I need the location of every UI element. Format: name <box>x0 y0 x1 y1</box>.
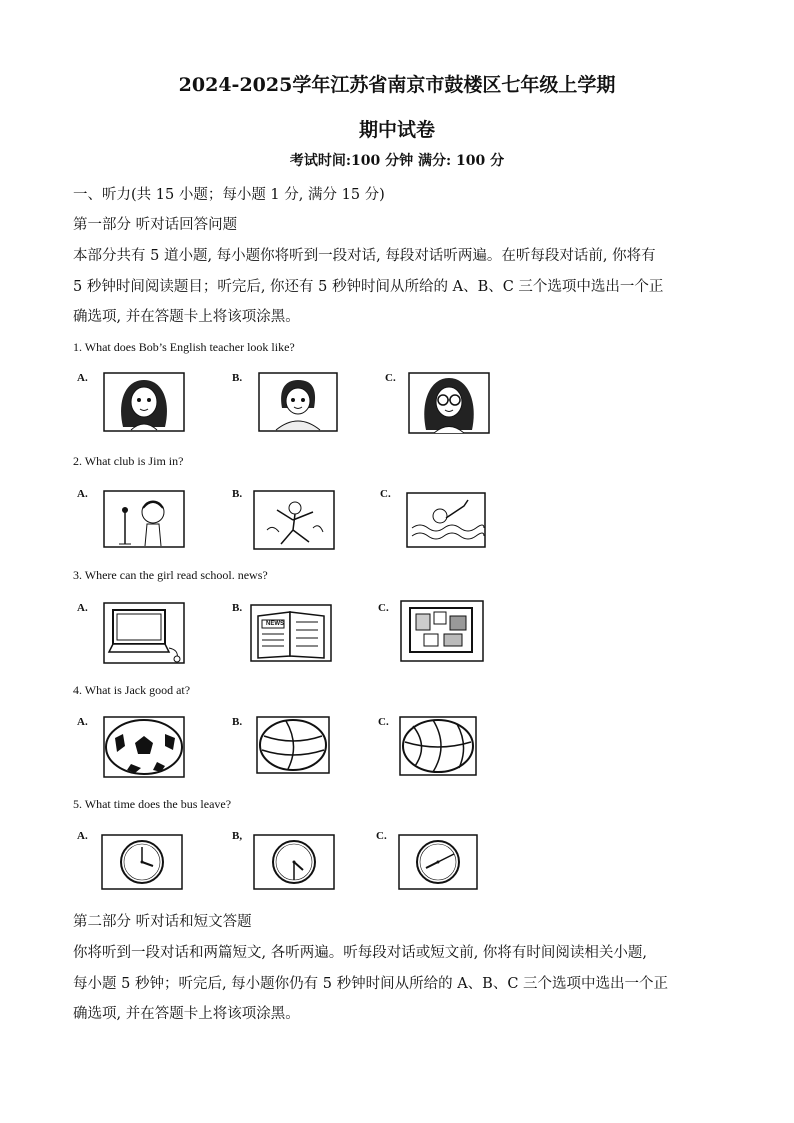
option-label-b: B. <box>232 372 243 384</box>
option-label-c: C. <box>376 830 387 842</box>
section-heading-listening: 一、听力(共 15 小题；每小题 1 分, 满分 15 分) <box>73 187 385 203</box>
part1-instruction-1: 本部分共有 5 道小题, 每小题你将听到一段对话, 每段对话听两遍。在听每段对话前, 你将有 <box>73 248 656 264</box>
part2-instruction-3: 确选项, 并在答题卡上将该项涂黑。 <box>73 1006 300 1022</box>
dancer-icon <box>253 490 335 550</box>
short-hair-woman-icon <box>258 372 338 432</box>
clock-icon <box>253 834 335 890</box>
option-label-a: A. <box>77 830 88 842</box>
basketball-icon <box>399 716 477 776</box>
option-label-c: C. <box>380 488 391 500</box>
question-4: 4. What is Jack good at? <box>73 683 191 697</box>
option-label-b: B, <box>232 830 243 842</box>
part2-title: 第二部分 听对话和短文答题 <box>73 914 252 930</box>
notice-board-icon <box>400 600 484 662</box>
volleyball-icon <box>256 716 330 774</box>
option-label-c: C. <box>385 372 396 384</box>
option-label-b: B. <box>232 602 243 614</box>
page-subtitle: 期中试卷 <box>358 119 435 141</box>
part2-instruction-2: 每小题 5 秒钟；听完后, 每小题你仍有 5 秒钟时间从所给的 A、B、C 三个选项中选出一个正 <box>73 976 669 992</box>
option-label-a: A. <box>77 716 88 728</box>
option-label-b: B. <box>232 716 243 728</box>
newspaper-news-label: NEWS <box>266 621 284 627</box>
part1-instruction-2: 5 秒钟时间阅读题目；听完后, 你还有 5 秒钟时间从所给的 A、B、C 三个选项中选出一个正 <box>73 279 664 295</box>
option-label-a: A. <box>77 488 88 500</box>
long-hair-woman-icon <box>103 372 185 432</box>
singer-microphone-icon <box>103 490 185 548</box>
question-2: 2. What club is Jim in? <box>73 454 184 468</box>
question-1: 1. What does Bob’s English teacher look like? <box>73 340 295 354</box>
glasses-woman-icon <box>408 372 490 434</box>
part1-title: 第一部分 听对话回答问题 <box>73 217 238 233</box>
part1-instruction-3: 确选项, 并在答题卡上将该项涂黑。 <box>73 309 300 325</box>
newspaper-icon <box>250 604 332 662</box>
option-label-c: C. <box>378 602 389 614</box>
option-label-a: A. <box>77 372 88 384</box>
clock-icon <box>398 834 478 890</box>
question-5: 5. What time does the bus leave? <box>73 797 232 811</box>
laptop-icon <box>103 602 185 664</box>
swimmer-icon <box>406 492 486 548</box>
exam-info: 考试时间:100 分钟 满分: 100 分 <box>289 153 505 169</box>
clock-icon <box>101 834 183 890</box>
option-label-b: B. <box>232 488 243 500</box>
soccer-ball-icon <box>103 716 185 778</box>
option-label-c: C. <box>378 716 389 728</box>
page-title: 2024-2025学年江苏省南京市鼓楼区七年级上学期 <box>178 74 616 96</box>
question-3: 3. Where can the girl read school. news? <box>73 568 268 582</box>
part2-instruction-1: 你将听到一段对话和两篇短文, 各听两遍。听每段对话或短文前, 你将有时间阅读相关小题, <box>73 945 648 961</box>
option-label-a: A. <box>77 602 88 614</box>
